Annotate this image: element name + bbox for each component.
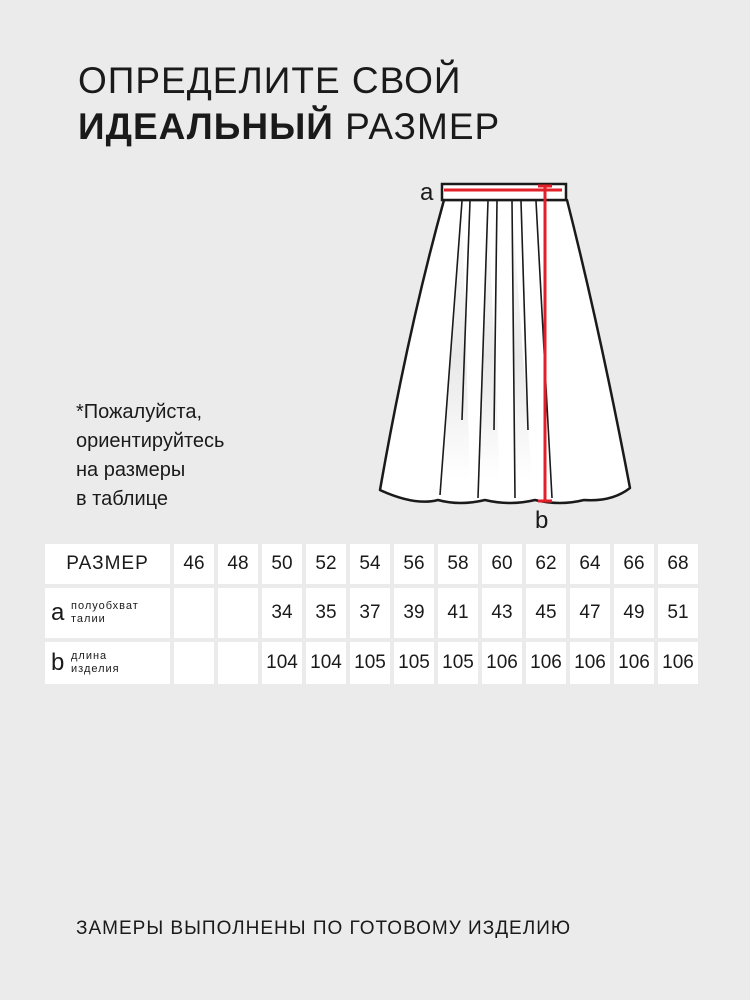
table-cell: 35 [306, 588, 346, 638]
table-cell: 47 [570, 588, 610, 638]
table-cell: 105 [350, 642, 390, 684]
size-note [76, 398, 224, 514]
table-cell: 41 [438, 588, 478, 638]
title-rest: РАЗМЕР [333, 106, 501, 147]
table-cell: 104 [262, 642, 302, 684]
row-label-text: длина изделия [71, 650, 120, 675]
table-cell: 104 [306, 642, 346, 684]
table-cell: 106 [614, 642, 654, 684]
size-cell: 48 [218, 544, 258, 584]
size-cell: 60 [482, 544, 522, 584]
footer-note: ЗАМЕРЫ ВЫПОЛНЕНЫ ПО ГОТОВОМУ ИЗДЕЛИЮ [76, 918, 572, 939]
table-cell: 106 [570, 642, 610, 684]
table-cell: 105 [438, 642, 478, 684]
table-cell: 37 [350, 588, 390, 638]
row-letter: b [51, 649, 66, 676]
table-row-length [45, 642, 698, 684]
table-cell: 106 [526, 642, 566, 684]
table-cell [174, 642, 214, 684]
skirt-outline [380, 200, 630, 503]
table-cell [174, 588, 214, 638]
row-letter: a [51, 599, 66, 626]
label-b: b [535, 507, 549, 534]
note-line-2: ориентируйтесь [76, 430, 225, 452]
size-cell: 62 [526, 544, 566, 584]
size-cell: 56 [394, 544, 434, 584]
size-header-label: РАЗМЕР [45, 544, 170, 584]
size-table [41, 540, 702, 688]
table-cell [218, 588, 258, 638]
size-cell: 66 [614, 544, 654, 584]
table-cell: 45 [526, 588, 566, 638]
table-cell: 51 [658, 588, 698, 638]
size-cell: 54 [350, 544, 390, 584]
row-label-length [45, 642, 170, 684]
table-cell: 34 [262, 588, 302, 638]
size-cell: 68 [658, 544, 698, 584]
title-line-1: ОПРЕДЕЛИТЕ СВОЙ [78, 60, 462, 101]
size-cell: 46 [174, 544, 214, 584]
table-cell: 106 [658, 642, 698, 684]
note-line-4: в таблице [76, 488, 168, 510]
label-a: a [420, 179, 434, 206]
title-bold-word: ИДЕАЛЬНЫЙ [78, 106, 334, 147]
size-cell: 64 [570, 544, 610, 584]
size-header-row [45, 544, 698, 584]
size-cell: 58 [438, 544, 478, 584]
size-cell: 50 [262, 544, 302, 584]
table-cell: 49 [614, 588, 654, 638]
table-cell: 105 [394, 642, 434, 684]
table-row-waist [45, 588, 698, 638]
note-line-1: *Пожалуйста, [76, 401, 203, 423]
row-label-waist [45, 588, 170, 638]
table-cell: 43 [482, 588, 522, 638]
row-label-text: полуобхват талии [71, 600, 139, 625]
table-cell: 106 [482, 642, 522, 684]
size-cell: 52 [306, 544, 346, 584]
table-cell [218, 642, 258, 684]
note-line-3: на размеры [76, 459, 186, 481]
table-cell: 39 [394, 588, 434, 638]
